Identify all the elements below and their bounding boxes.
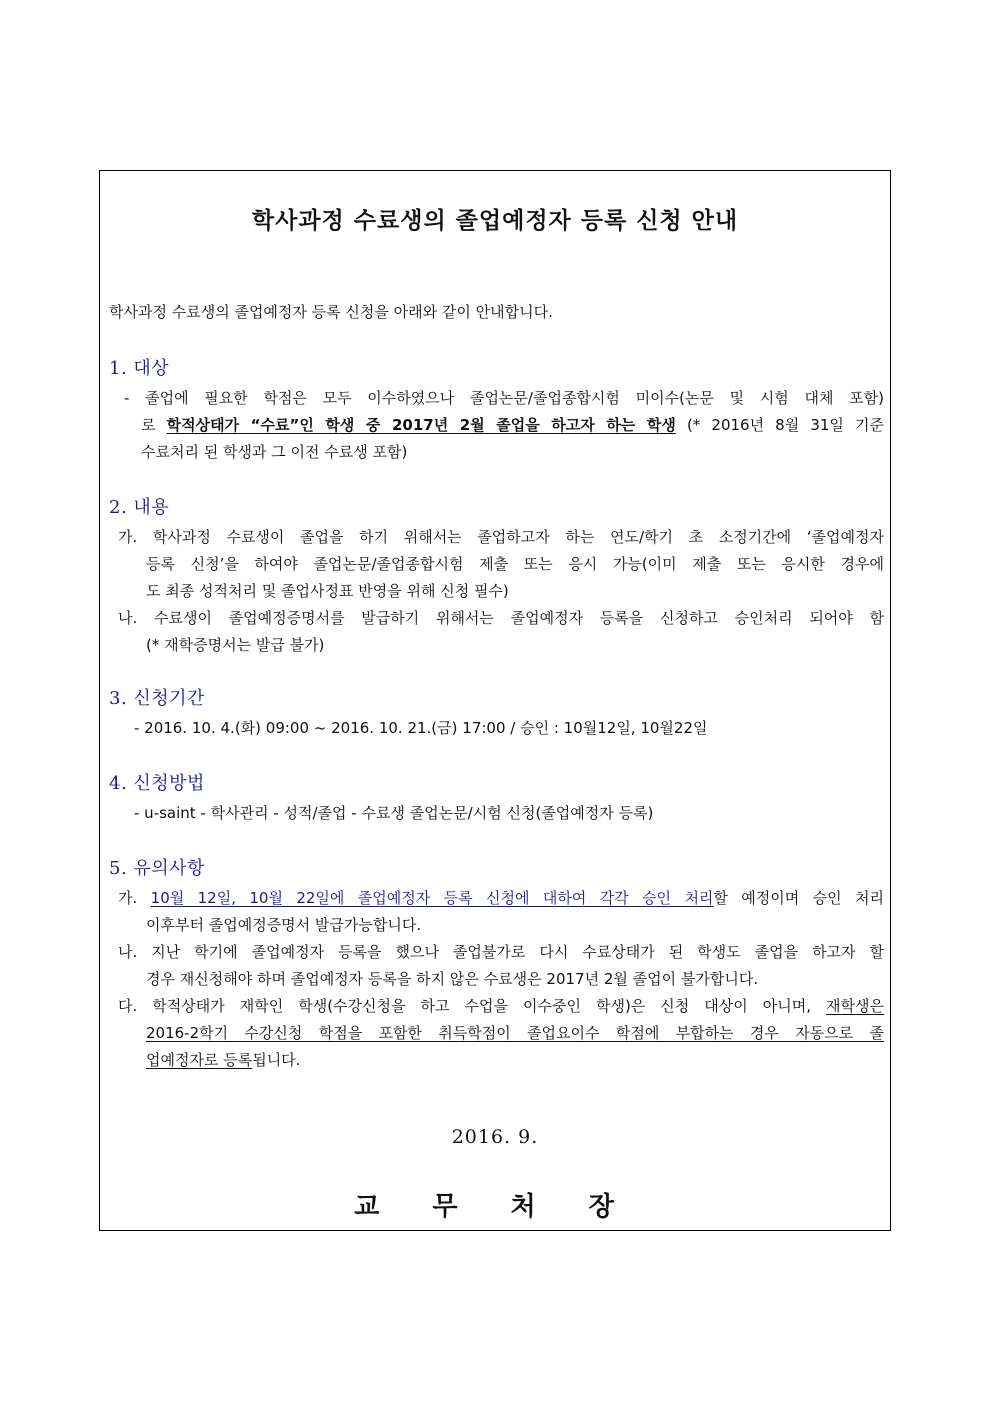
section-1-line-2-pre: 로	[141, 416, 167, 434]
section-2-item-a-line-3: 도 최종 성적처리 및 졸업사정표 반영을 위해 신청 필수)	[146, 582, 509, 600]
section-5-item-c-line-2: 2016-2학기 수강신청 학점을 포함한 취득학점이 졸업요이수 학점에 부합하는 경우 자동으로 졸	[146, 1024, 884, 1042]
section-5-item-c-line-3	[146, 1049, 300, 1070]
section-5-heading: 5. 유의사항	[109, 858, 205, 879]
section-2-item-b-line-2: (* 재학증명서는 발급 불가)	[146, 636, 325, 654]
section-5-item-c-post: 됩니다.	[252, 1051, 301, 1069]
section-1-line-2	[141, 414, 884, 435]
section-5-item-c-line-1	[118, 995, 884, 1016]
section-5-item-b-line-2: 경우 재신청해야 하며 졸업예정자 등록을 하지 않은 수료생은 2017년 2월 졸업이 불가합니다.	[146, 970, 759, 988]
section-2-item-a-line-1: 가. 학사과정 수료생이 졸업을 하기 위해서는 졸업하고자 하는 연도/학기 초 소정기간에 ‘졸업예정자	[118, 528, 884, 546]
page-title: 학사과정 수료생의 졸업예정자 등록 신청 안내	[251, 208, 739, 234]
section-1-line-2-post: (* 2016년 8월 31일 기준	[675, 416, 884, 434]
section-5-item-a-post: 할 예정이며 승인 처리	[713, 889, 884, 907]
section-1-heading: 1. 대상	[109, 358, 170, 379]
section-2-heading: 2. 내용	[109, 497, 170, 518]
section-3-period: - 2016. 10. 4.(화) 09:00 ~ 2016. 10. 21.(금) 17:00 / 승인 : 10월12일, 10월22일	[134, 719, 708, 737]
signer: 교 무 처 장	[354, 1192, 636, 1222]
section-5-auto-register-emphasis: 업예정자로 등록	[146, 1051, 253, 1069]
section-5-item-a-prefix: 가.	[118, 889, 151, 907]
notice-frame	[99, 170, 891, 1231]
intro-text: 학사과정 수료생의 졸업예정자 등록 신청을 아래와 같이 안내합니다.	[109, 303, 553, 321]
section-4-heading: 4. 신청방법	[109, 773, 205, 794]
section-2-item-b-line-1: 나. 수료생이 졸업예정증명서를 발급하기 위해서는 졸업예정자 등록을 신청하고 승인처리 되어야 함	[118, 609, 884, 627]
section-5-enrolled-emphasis: 재학생은	[826, 997, 884, 1015]
section-1-line-3: 수료처리 된 학생과 그 이전 수료생 포함)	[141, 443, 408, 461]
section-5-item-a-line-1	[118, 887, 884, 908]
section-5-item-c-pre: 다. 학적상태가 재학인 학생(수강신청을 하고 수업을 이수중인 학생)은 신청 대상이 아니며,	[118, 997, 827, 1015]
section-5-item-a-line-2: 이후부터 졸업예정증명서 발급가능합니다.	[146, 916, 422, 934]
section-4-method: - u-saint - 학사관리 - 성적/졸업 - 수료생 졸업논문/시험 신청(졸업예정자 등록)	[134, 804, 654, 822]
section-5-item-b-line-1: 나. 지난 학기에 졸업예정자 등록을 했으나 졸업불가로 다시 수료상태가 된 학생도 졸업을 하고자 할	[118, 943, 884, 961]
section-1-target-emphasis: 학적상태가 “수료”인 학생 중 2017년 2월 졸업을 하고자 하는 학생	[166, 416, 676, 434]
section-5-approval-emphasis: 10월 12일, 10월 22일에 졸업예정자 등록 신청에 대하여 각각 승인 처리	[150, 889, 714, 907]
section-3-heading: 3. 신청기간	[109, 688, 205, 709]
issue-date: 2016. 9.	[451, 1126, 539, 1148]
section-2-item-a-line-2: 등록 신청’을 하여야 졸업논문/졸업종합시험 제출 또는 응시 가능(이미 제출 또는 응시한 경우에	[146, 555, 884, 573]
section-1-line-1: - 졸업에 필요한 학점은 모두 이수하였으나 졸업논문/졸업종합시험 미이수(논문 및 시험 대체 포함)	[124, 389, 884, 407]
